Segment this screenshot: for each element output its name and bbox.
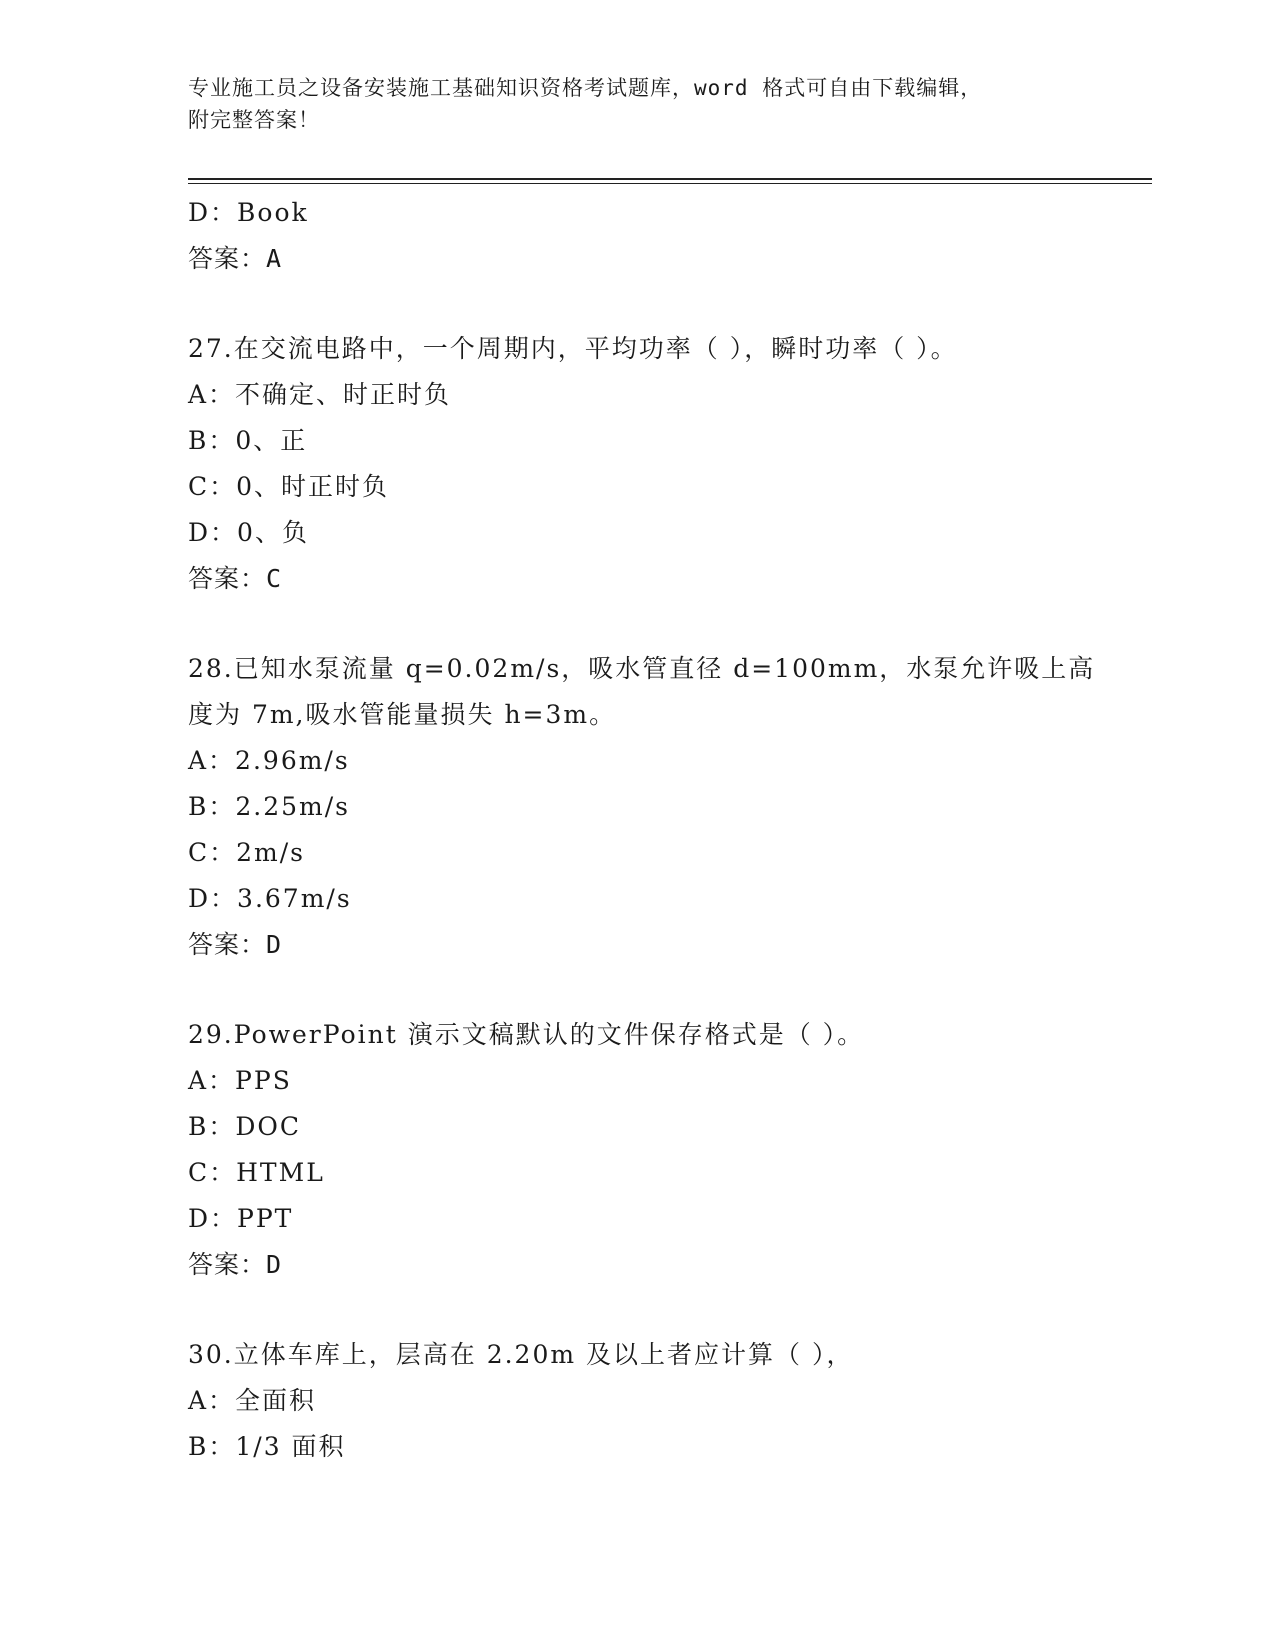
header-line-1: 专业施工员之设备安装施工基础知识资格考试题库，word 格式可自由下载编辑， (188, 76, 983, 100)
question-28-answer: 答案：D (188, 930, 283, 959)
question-30-option-a: A：全面积 (188, 1386, 317, 1415)
question-29-option-a: A：PPS (188, 1066, 292, 1095)
question-28-option-d: D：3.67m/s (188, 884, 352, 913)
header-rule-thick (188, 178, 1152, 180)
question-28-title-line-1: 28.已知水泵流量 q=0.02m/s，吸水管直径 d=100mm，水泵允许吸上高 (188, 654, 1096, 683)
prev-answer: 答案：A (188, 244, 283, 273)
question-30-option-b: B：1/3 面积 (188, 1432, 346, 1461)
question-29-option-d: D：PPT (188, 1204, 294, 1233)
question-28-option-a: A：2.96m/s (188, 746, 350, 775)
question-28-option-c: C：2m/s (188, 838, 305, 867)
spacer (188, 282, 1088, 326)
spacer (188, 602, 1088, 646)
question-28-option-b: B：2.25m/s (188, 792, 350, 821)
spacer (188, 1288, 1088, 1332)
header-line-2: 附完整答案！ (188, 108, 320, 132)
question-30-title: 30.立体车库上，层高在 2.20m 及以上者应计算（ ）， (188, 1340, 854, 1369)
question-27-answer: 答案：C (188, 564, 283, 593)
header-rule-thin (188, 183, 1152, 184)
question-27-option-d: D：0、负 (188, 518, 309, 547)
question-list (188, 190, 1096, 1470)
prev-option-d: D：Book (188, 198, 309, 227)
question-29-title: 29.PowerPoint 演示文稿默认的文件保存格式是（ ）。 (188, 1020, 865, 1049)
document-header (188, 72, 1068, 136)
question-27-option-c: C：0、时正时负 (188, 472, 390, 501)
question-29-option-c: C：HTML (188, 1158, 325, 1187)
question-29-option-b: B：DOC (188, 1112, 302, 1141)
question-29-answer: 答案：D (188, 1250, 283, 1279)
spacer (188, 968, 1088, 1012)
question-27-title: 27.在交流电路中，一个周期内，平均功率（ ），瞬时功率（ ）。 (188, 334, 958, 363)
question-28-title-line-2: 度为 7m,吸水管能量损失 h=3m。 (188, 700, 617, 729)
question-27-option-b: B：0、正 (188, 426, 308, 455)
question-27-option-a: A：不确定、时正时负 (188, 380, 452, 409)
